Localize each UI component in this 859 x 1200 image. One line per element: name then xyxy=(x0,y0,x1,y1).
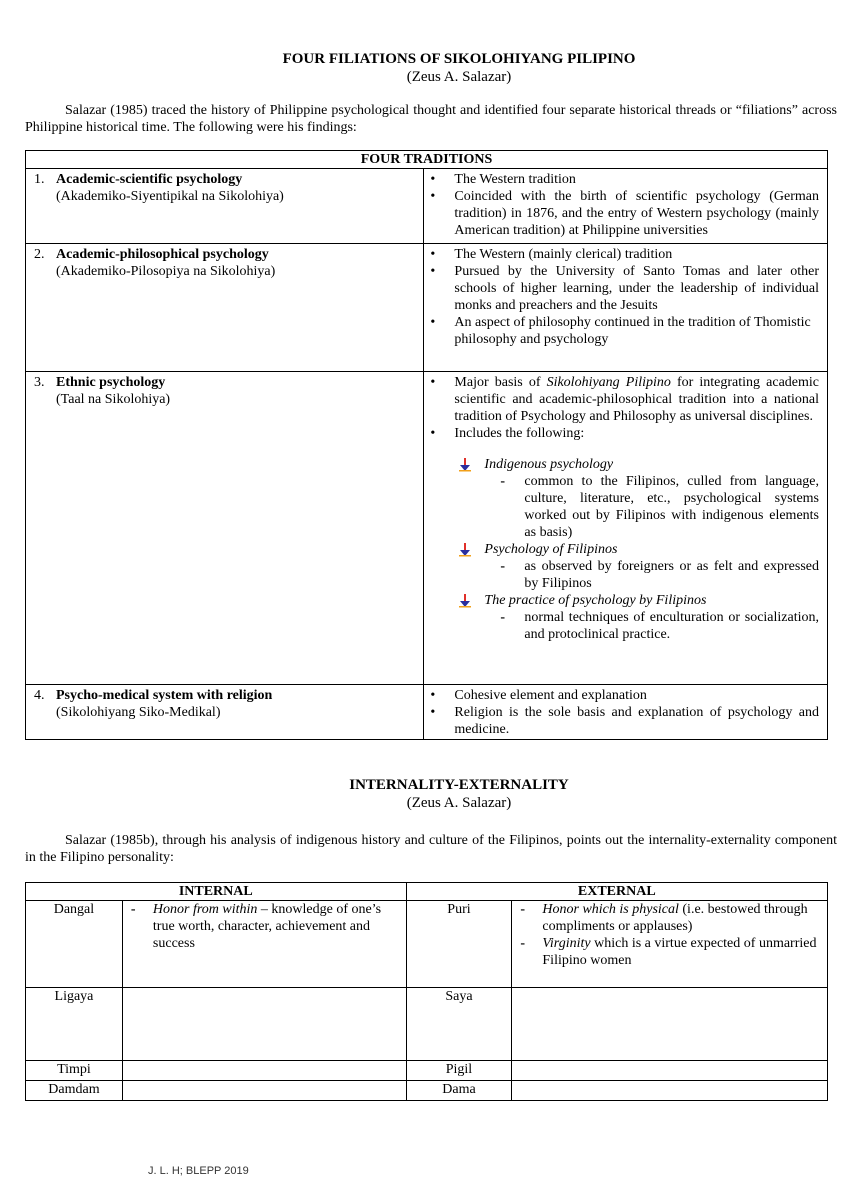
section1-intro: Salazar (1985) traced the history of Philippine psychological thought and identified four separate historical threads or “filiations” across Philippine historical time. The following were his findings: xyxy=(25,103,837,135)
down-arrow-icon xyxy=(458,594,472,608)
tradition-cell xyxy=(26,244,424,372)
tradition-name: Academic-scientific psychology xyxy=(56,172,243,187)
external-term: Saya xyxy=(406,988,512,1061)
tradition-details xyxy=(424,169,828,244)
internal-term: Damdam xyxy=(26,1081,123,1101)
internal-description xyxy=(122,1061,406,1081)
list-item: • Major basis of Sikolohiyang Pilipino for integrating academic scientific and academic-philosophical tradition into a national tradition of Psychology and Philosophy as universal disciplines. xyxy=(430,375,819,424)
table-header: FOUR TRADITIONS xyxy=(26,151,828,169)
section2-intro: Salazar (1985b), through his analysis of indigenous history and culture of the Filipinos, points out the internality-externality component in the Filipino personality: xyxy=(25,833,837,865)
external-description xyxy=(512,1081,828,1101)
bullet-icon: • xyxy=(430,688,436,703)
external-description xyxy=(512,988,828,1061)
table-row xyxy=(26,901,828,988)
tradition-subtitle: (Taal na Sikolohiya) xyxy=(56,392,171,407)
subitem-description: - as observed by foreigners or as felt and expressed by Filipinos xyxy=(500,559,819,591)
external-term: Dama xyxy=(406,1081,512,1101)
tradition-cell xyxy=(26,685,424,740)
list-item: • The Western tradition xyxy=(430,172,576,187)
tradition-subtitle: (Sikolohiyang Siko-Medikal) xyxy=(56,705,221,720)
tradition-number: 3. xyxy=(34,375,45,390)
list-item: • Cohesive element and explanation xyxy=(430,688,647,703)
list-item: • Pursued by the University of Santo Tomas and later other schools of higher learning, under the leadership of individual monks and preachers and the Jesuits xyxy=(430,264,819,313)
external-description: - Honor which is physical (i.e. bestowed through compliments or applauses) - Virginity which is a virtue expected of unmarried Filipino women xyxy=(512,901,828,988)
bullet-icon: • xyxy=(430,315,436,330)
bullet-icon: • xyxy=(430,264,436,279)
tradition-details xyxy=(424,372,828,685)
subitem: Indigenous psychology xyxy=(424,456,827,473)
bullet-icon: • xyxy=(430,247,436,262)
internal-term: Dangal xyxy=(26,901,123,988)
tradition-details xyxy=(424,685,828,740)
tradition-details xyxy=(424,244,828,372)
internal-term: Timpi xyxy=(26,1061,123,1081)
bullet-icon: • xyxy=(430,705,436,720)
section2-title: INTERNALITY-EXTERNALITY xyxy=(349,777,569,793)
bullet-icon: • xyxy=(430,189,436,204)
list-item: • Coincided with the birth of scientific psychology (German tradition) in 1876, and the entry of Western psychology (mainly American tradition) at Philippine universities xyxy=(430,189,819,238)
table-row xyxy=(26,1061,828,1081)
table-row xyxy=(26,988,828,1061)
subitem: Psychology of Filipinos xyxy=(424,541,827,558)
subitem: The practice of psychology by Filipinos xyxy=(424,592,827,609)
internal-description: - Honor from within – knowledge of one’s true worth, character, achievement and success xyxy=(122,901,406,988)
tradition-name: Psycho-medical system with religion xyxy=(56,688,273,703)
down-arrow-icon xyxy=(458,458,472,472)
tradition-number: 4. xyxy=(34,688,45,703)
list-item: • An aspect of philosophy continued in the tradition of Thomistic philosophy and psychology xyxy=(430,315,811,347)
footer-text: J. L. H; BLEPP 2019 xyxy=(148,1165,249,1177)
table-row xyxy=(26,685,828,740)
table-row xyxy=(26,169,828,244)
tradition-name: Academic-philosophical psychology xyxy=(56,247,269,262)
internality-externality-table xyxy=(25,882,828,1101)
tradition-name: Ethnic psychology xyxy=(56,375,166,390)
internal-header: INTERNAL xyxy=(26,883,407,901)
tradition-cell xyxy=(26,169,424,244)
internal-description xyxy=(122,988,406,1061)
tradition-subtitle: (Akademiko-Siyentipikal na Sikolohiya) xyxy=(56,189,284,204)
bullet-icon: • xyxy=(430,375,436,390)
section2-author: (Zeus A. Salazar) xyxy=(406,795,512,811)
external-description xyxy=(512,1061,828,1081)
tradition-number: 1. xyxy=(34,172,45,187)
external-term: Puri xyxy=(406,901,512,988)
bullet-icon: • xyxy=(430,426,436,441)
tradition-subtitle: (Akademiko-Pilosopiya na Sikolohiya) xyxy=(56,264,276,279)
external-header: EXTERNAL xyxy=(406,883,827,901)
four-traditions-table xyxy=(25,150,828,740)
tradition-cell xyxy=(26,372,424,685)
subitem-description: - common to the Filipinos, culled from language, culture, literature, etc., psychological systems worked out by Filipinos with indigenous elements as basis) xyxy=(500,474,819,540)
subitem-description: - normal techniques of enculturation or socialization, and protoclinical practice. xyxy=(500,610,819,642)
section1-title: FOUR FILIATIONS OF SIKOLOHIYANG PILIPINO xyxy=(282,51,636,67)
internal-term: Ligaya xyxy=(26,988,123,1061)
table-row xyxy=(26,1081,828,1101)
subitems-list xyxy=(424,456,827,643)
internal-description xyxy=(122,1081,406,1101)
bullet-icon: • xyxy=(430,172,436,187)
table-row xyxy=(26,372,828,685)
list-item: • The Western (mainly clerical) tradition xyxy=(430,247,673,262)
tradition-number: 2. xyxy=(34,247,45,262)
table-row xyxy=(26,244,828,372)
down-arrow-icon xyxy=(458,543,472,557)
list-item: • Religion is the sole basis and explanation of psychology and medicine. xyxy=(430,705,819,737)
section1-author: (Zeus A. Salazar) xyxy=(406,69,512,85)
list-item: • Includes the following: xyxy=(430,426,585,441)
external-term: Pigil xyxy=(406,1061,512,1081)
